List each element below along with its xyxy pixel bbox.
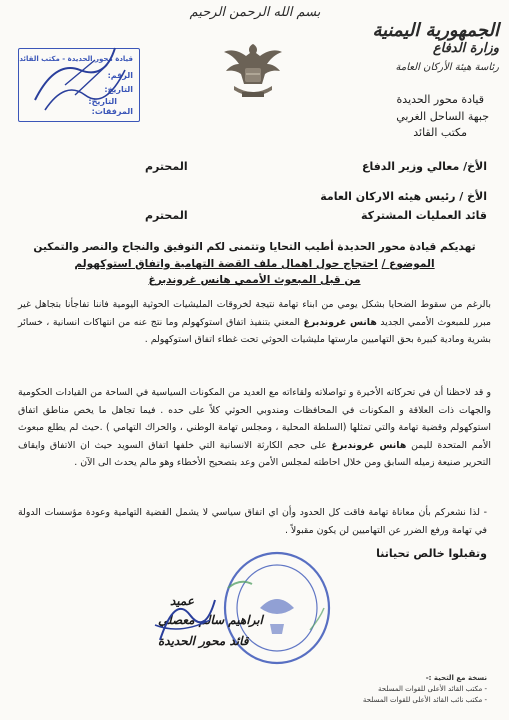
envoy-name: هانس غروندبرغ <box>331 439 407 451</box>
subject-line-2 <box>18 274 491 286</box>
official-round-stamp-icon <box>220 548 335 668</box>
stamp-date-label: التاريخ: <box>104 85 133 94</box>
stamp-attachments-label: المرفقات: <box>91 107 133 116</box>
subject-text: احتجاج حول اهمال ملف القضة التهامية واتفاق استوكهولم <box>74 258 378 270</box>
body-paragraph-1: بالرغم من سقوط الضحايا بشكل يومي من ابناء تهامة نتيجة لخروقات المليشيات الحوثية اليومية فاننا تفاجأنا بتجاهل غير مبرر للمبعوث الأممي الجديد هانس غروندبرغ المعني بتنفيذ اتفاق استوكهولم وما نتج عنه من انتهاكات انسانية ، خسائر بشرية ومادية كبيرة بحق التهاميين مارستها مليشيات الحوثي تحت غطاء اتفاق استوكهولم . <box>18 299 491 345</box>
stamp-title: قيادة محور الحديدة - مكتب القائد <box>19 55 133 63</box>
closing-line: وتقبلوا خالص تحياتنا <box>376 547 487 560</box>
body-paragraph-2: و قد لاحظنا أن في تحركاته الأخيرة و تواصلاته ولقاءاته مع العديد من المكونات السياسية في الساحة من القيادات الحكومية والجهات ذات العلاقة و المكونات في المحافظات ومندوبي الحوثي كلاً على حده . فيما تجاهل ما يخص مناطق اتفاق استوكهولم وقضية تهامة والتي تمثلها (السلطة المحلية ، ومجلس تهامة الوطني ، والحراك التهامي ) .حيث لم يطلع مبعوث الأمم المتحدة لليمن هانس غروندبرغ على حجم الكارثة الانسانية التي خلفها اتفاق السويد حيث ان الاتفاق وايقاف التحرير صنيعة زميله السابق ومن خلال احاطته لمجلس الأمن وعد بتصحيح الأخطاء وهو مالم يحدث الى الآن . <box>18 387 492 468</box>
stamp-hijri-label: التاريخ: <box>88 97 117 106</box>
stamp-number-label: الرقم: <box>107 71 133 80</box>
header-country: الجمهورية اليمنية <box>372 20 499 41</box>
handwritten-scribble-icon <box>25 40 135 120</box>
signature-name: ابراهيم سالم معصلي <box>158 613 263 627</box>
signature-rank: عميد <box>170 594 195 608</box>
addressee-joint-ops: قائد العمليات المشتركة <box>361 209 487 222</box>
respect-joint-ops: المحترم <box>145 209 188 222</box>
subject-line <box>18 258 491 270</box>
body-paragraph-3: - لذا نشعركم بأن معاناة تهامة فاقت كل الحدود وأن اي اتفاق سياسي لا يشمل القضية التهامية وعودة مؤسسات الدولة في تهامة ورفع الضرر عن التهاميين لن يكون مقبولاً . <box>18 507 487 536</box>
header-ministry: وزارة الدفاع <box>432 41 499 56</box>
copy-item: - مكتب نائب القائد الأعلى للقوات المسلحة <box>362 696 487 704</box>
respect-minister: المحترم <box>145 160 188 173</box>
envoy-name: هانس غروندبرغ <box>303 316 377 328</box>
addressee-chief-of-staff: الأخ / رئيس هيئه الاركان العامة <box>320 190 487 203</box>
addressee-minister: الأخ/ معالي وزير الدفاع <box>361 160 487 173</box>
subject-text-2: من قبل المبعوث الأممي هانس غروندبرغ <box>148 274 361 286</box>
eagle-emblem-icon <box>222 40 284 104</box>
signature-title: قائد محور الحديدة <box>158 634 249 648</box>
greeting-line: تهديكم قيادة محور الحديدة أطيب التحايا وتتمنى لكم التوفيق والنجاح والنصر والتمكين <box>33 241 476 253</box>
copies-label: نسخة مع التحية :- <box>425 674 487 682</box>
basmala: بسم الله الرحمن الرحيم <box>189 5 321 20</box>
copy-item: - مكتب القائد الأعلى للقوات المسلحة <box>378 685 487 693</box>
header-presidency: رئاسة هيئة الأركان العامة <box>395 62 499 73</box>
signature-scribble-icon <box>150 585 220 655</box>
header-command: قيادة محور الحديدة <box>396 93 484 106</box>
subject-label: الموضوع / <box>381 258 435 270</box>
header-office: مكتب القائد <box>413 126 467 139</box>
header-front: جبهة الساحل الغربي <box>396 110 489 123</box>
